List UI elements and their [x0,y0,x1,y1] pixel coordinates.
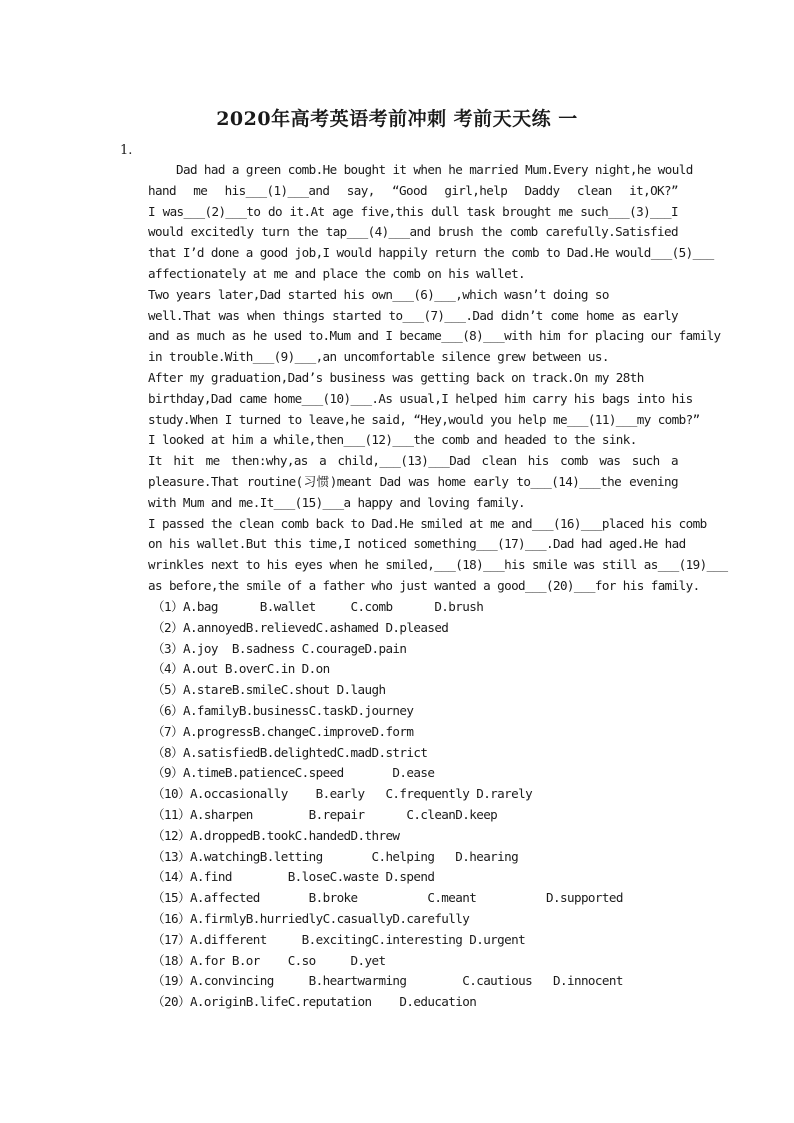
passage-line: and as much as he used to.Mum and I became___(8)___with him for placing our family [148,328,721,344]
passage-line: It hit me then:why,as a child,___(13)___Dad clean his comb was such a [148,453,678,469]
page-title: 2020年高考英语考前冲刺 考前天天练 一 [216,108,578,130]
question-number: 1. [120,143,133,158]
option-line: （7）A.progressB.changeC.improveD.form [152,723,414,739]
passage-line: I passed the clean comb back to Dad.He smiled at me and___(16)___placed his comb [148,515,707,531]
passage-line: wrinkles next to his eyes when he smiled,___(18)___his smile was still as___(19)___ [148,557,728,573]
option-line: （13）A.watchingB.letting C.helping D.hearing [152,848,519,864]
option-line: （6）A.familyB.businessC.taskD.journey [152,703,414,718]
option-line: （18）A.for B.or C.so D.yet [152,952,386,968]
option-line: （3）A.joy B.sadness C.courageD.pain [152,640,407,656]
passage-line: Dad had a green comb.He bought it when he married Mum.Every night,he would [176,162,693,177]
passage-line: that I’d done a good job,I would happily return the comb to Dad.He would___(5)___ [148,245,714,261]
passage-line: I was___(2)___to do it.At age five,this dull task brought me such___(3)___I [148,203,678,219]
option-line: （8）A.satisfiedB.delightedC.madD.strict [152,744,428,760]
passage-line: affectionately at me and place the comb on his wallet. [148,266,526,281]
passage-line: as before,the smile of a father who just wanted a good___(20)___for his family. [148,578,700,593]
option-line: （10）A.occasionally B.early C.frequently D.rarely [152,786,533,802]
passage-line: birthday,Dad came home___(10)___.As usual,I helped him carry his bags into his [148,390,693,406]
passage-line: pleasure.That routine(习惯)meant Dad was home early to___(14)___the evening [148,474,678,489]
passage-line: would excitedly turn the tap___(4)___and brush the comb carefully.Satisfied [148,224,678,240]
passage-line: I looked at him a while,then___(12)___the comb and headed to the sink. [148,432,637,448]
passage-line: study.When I turned to leave,he said, “Hey,would you help me___(11)___my comb?” [148,411,700,427]
option-line: （2）A.annoyedB.relievedC.ashamed D.pleased [152,619,449,635]
option-line: （11）A.sharpen B.repair C.cleanD.keep [152,807,498,822]
option-line: （15）A.affected B.broke C.meant D.supported [152,890,623,906]
option-line: （17）A.different B.excitingC.interesting D.urgent [152,931,526,947]
option-line: （4）A.out B.overC.in D.on [152,661,330,677]
option-line: （20）A.originB.lifeC.reputation D.education [152,994,477,1010]
option-line: （16）A.firmlyB.hurriedlyC.casuallyD.carefully [152,911,470,926]
passage-line: on his wallet.But this time,I noticed something___(17)___.Dad had aged.He had [148,536,686,552]
passage-line: Two years later,Dad started his own___(6)___,which wasn’t doing so [148,286,609,302]
option-line: （5）A.stareB.smileC.shout D.laugh [152,682,386,698]
option-line: （9）A.timeB.patienceC.speed D.ease [152,765,435,781]
option-line: （14）A.find B.loseC.waste D.spend [152,869,435,885]
passage-line: in trouble.With___(9)___,an uncomfortable silence grew between us. [148,349,609,365]
option-line: （12）A.droppedB.tookC.handedD.threw [152,827,400,843]
passage-line: hand me his___(1)___and say, “Good girl,help Daddy clean it,OK?” [148,182,678,198]
passage-line: After my graduation,Dad’s business was getting back on track.On my 28th [148,370,644,385]
option-line: （19）A.convincing B.heartwarming C.cautious D.innocent [152,973,623,989]
option-line: （1）A.bag B.wallet C.comb D.brush [152,599,484,614]
passage-line: well.That was when things started to___(7)___.Dad didn’t come home as early [148,307,678,323]
passage-line: with Mum and me.It___(15)___a happy and loving family. [148,494,526,510]
